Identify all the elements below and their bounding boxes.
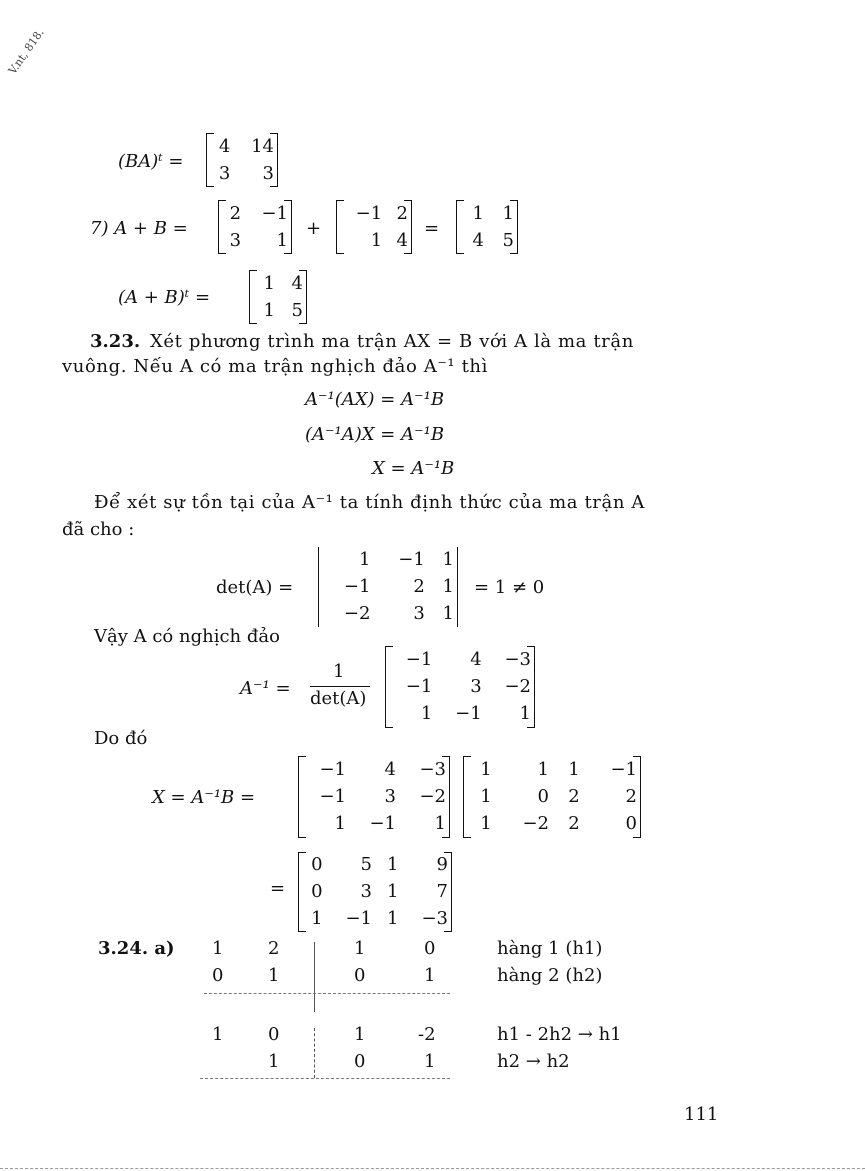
- aug-cell: 1: [212, 938, 224, 959]
- cell: 1: [358, 549, 371, 571]
- cell: 1: [480, 813, 492, 835]
- cell: 4: [472, 229, 484, 251]
- cell: 5: [502, 229, 514, 251]
- matrix-a-plus-b: [456, 200, 518, 254]
- cell: 2: [568, 813, 580, 835]
- cell: 7: [436, 880, 448, 902]
- cell: 4: [291, 272, 303, 294]
- aug-cell: 1: [354, 938, 366, 959]
- aug-cell: 0: [354, 965, 366, 986]
- eq7-label: 7) A + B =: [90, 218, 188, 239]
- cell: 4: [470, 648, 482, 670]
- cell: 1: [387, 880, 399, 902]
- aug-cell: 0: [212, 965, 224, 986]
- cell: 1: [480, 758, 492, 780]
- cell: 1: [387, 854, 399, 876]
- cell: −1: [398, 549, 425, 571]
- do-do-line: Do đó: [94, 728, 148, 749]
- matrix-result-x: [298, 852, 452, 932]
- cell: 1: [442, 602, 454, 624]
- row-note: hàng 1 (h1): [497, 938, 603, 959]
- cell: −1: [405, 648, 433, 670]
- derivation-line: X = A⁻¹B: [372, 458, 455, 479]
- cell: 2: [413, 575, 425, 597]
- cell: 3: [229, 229, 242, 251]
- matrix-cells: [207, 133, 277, 187]
- matrix-cells: [250, 270, 306, 324]
- cell: −3: [504, 648, 531, 670]
- determinant-a: [318, 547, 458, 627]
- aug-cell: 1: [268, 965, 280, 986]
- cell: 1: [472, 202, 484, 224]
- cell: 5: [360, 854, 372, 876]
- section-number-3-24: 3.24. a): [98, 938, 175, 959]
- aug-cell: 2: [268, 938, 280, 959]
- fraction-numerator: 1: [333, 661, 345, 682]
- aug-cell: 1: [268, 1051, 280, 1072]
- aug-cell: 0: [354, 1051, 366, 1072]
- result-equals: =: [270, 878, 286, 899]
- x-lhs: X = A⁻¹B =: [152, 787, 256, 808]
- det-rhs: = 1 ≠ 0: [474, 577, 545, 598]
- aug-cell: 0: [268, 1024, 280, 1045]
- aug-cell: 0: [424, 938, 436, 959]
- cell: 1: [537, 758, 549, 780]
- cell: 1: [370, 229, 383, 251]
- det-lhs: det(A) =: [216, 577, 294, 598]
- separator-line: [200, 1078, 450, 1079]
- cell: 1: [442, 575, 454, 597]
- cell: 1: [387, 907, 399, 929]
- cell: 5: [291, 299, 303, 321]
- matrix-cells: [337, 200, 411, 254]
- aug-cell: 1: [424, 1051, 436, 1072]
- eq-apb-t-lhs: (A + B)ᵗ =: [118, 287, 211, 308]
- cell: 9: [436, 854, 448, 876]
- cell: 3: [413, 602, 425, 624]
- aug-cell: 1: [354, 1024, 366, 1045]
- matrix-cells: [319, 547, 457, 627]
- cell: 4: [396, 229, 408, 251]
- cell: 2: [568, 785, 580, 807]
- cell: −2: [504, 675, 531, 697]
- cell: −2: [343, 602, 371, 624]
- cell: 0: [537, 785, 549, 807]
- cell: −1: [345, 907, 372, 929]
- separator-line: [204, 993, 450, 994]
- inverse-lhs: A⁻¹ =: [240, 678, 291, 699]
- row-note: h2 → h2: [497, 1051, 570, 1072]
- cell: 1: [263, 299, 275, 321]
- paragraph-line: Xét phương trình ma trận AX = B với A là ma trận: [150, 331, 634, 352]
- matrix-cells: [386, 646, 534, 728]
- cell: −3: [419, 758, 446, 780]
- fraction-denominator: det(A): [310, 688, 367, 709]
- matrix-cells: [457, 200, 517, 254]
- cell: −3: [421, 907, 448, 929]
- matrix-adjugate: [385, 646, 535, 728]
- row-note: h1 - 2h2 → h1: [497, 1024, 622, 1045]
- augment-divider: [314, 1028, 315, 1078]
- paragraph-line: Để xét sự tồn tại của A⁻¹ ta tính định thức của ma trận A: [94, 492, 645, 513]
- eq-ba-t-lhs: (BA)ᵗ =: [118, 151, 184, 172]
- row-note: hàng 2 (h2): [497, 965, 603, 986]
- cell: −2: [419, 785, 446, 807]
- matrix-cells: [299, 852, 451, 932]
- cell: 2: [625, 785, 637, 807]
- aug-cell: 1: [212, 1024, 224, 1045]
- fraction-bar: [310, 686, 370, 687]
- paragraph-line: vuông. Nếu A có ma trận nghịch đảo A⁻¹ thì: [62, 356, 488, 377]
- cell: 3: [360, 880, 372, 902]
- paragraph-line: đã cho :: [62, 519, 135, 540]
- cell: 1: [420, 703, 433, 725]
- cell: 14: [251, 135, 274, 157]
- cell: 1: [442, 549, 454, 571]
- corner-mark: V.nt, 818.: [5, 26, 47, 77]
- matrix-apb-t: [249, 270, 307, 324]
- cell: −1: [319, 785, 346, 807]
- page-number: 111: [684, 1104, 719, 1125]
- cell: −1: [355, 202, 383, 224]
- matrix-ba-t: [206, 133, 278, 187]
- cell: 0: [311, 880, 323, 902]
- cell: −1: [405, 675, 433, 697]
- derivation-line: (A⁻¹A)X = A⁻¹B: [305, 424, 445, 445]
- matrix-cells: [299, 756, 449, 838]
- cell: 2: [396, 202, 408, 224]
- equals-sign: =: [424, 218, 440, 239]
- cell: 1: [263, 272, 275, 294]
- cell: 1: [434, 813, 446, 835]
- aug-cell: 1: [424, 965, 436, 986]
- cell: 3: [384, 785, 396, 807]
- cell: 1: [334, 813, 346, 835]
- cell: 1: [311, 907, 323, 929]
- matrix-cells: [464, 756, 640, 838]
- cell: 1: [276, 229, 288, 251]
- matrix-b-3x4: [463, 756, 641, 838]
- cell: 0: [311, 854, 323, 876]
- aug-cell: -2: [418, 1024, 436, 1045]
- cell: 1: [480, 785, 492, 807]
- cell: 2: [229, 202, 242, 224]
- cell: 3: [262, 162, 274, 184]
- cell: 3: [218, 162, 231, 184]
- cell: −1: [610, 758, 637, 780]
- cell: 1: [502, 202, 514, 224]
- cell: −1: [319, 758, 346, 780]
- cell: −1: [369, 813, 396, 835]
- cell: 4: [218, 135, 231, 157]
- cell: 3: [470, 675, 482, 697]
- cell: −1: [343, 575, 371, 597]
- cell: 0: [625, 813, 637, 835]
- plus-sign: +: [306, 218, 322, 239]
- cell: 1: [568, 758, 580, 780]
- section-number-3-23: 3.23.: [90, 331, 141, 352]
- conclusion-line: Vậy A có nghịch đảo: [94, 626, 280, 647]
- cell: −1: [261, 202, 288, 224]
- matrix-cells: [219, 200, 291, 254]
- derivation-line: A⁻¹(AX) = A⁻¹B: [305, 389, 445, 410]
- augment-divider: [314, 942, 315, 1012]
- cell: −1: [455, 703, 482, 725]
- matrix-inverse: [298, 756, 450, 838]
- matrix-b: [336, 200, 412, 254]
- bottom-edge-line: [0, 1168, 865, 1169]
- matrix-a: [218, 200, 292, 254]
- cell: 4: [384, 758, 396, 780]
- cell: −2: [522, 813, 549, 835]
- cell: 1: [519, 703, 531, 725]
